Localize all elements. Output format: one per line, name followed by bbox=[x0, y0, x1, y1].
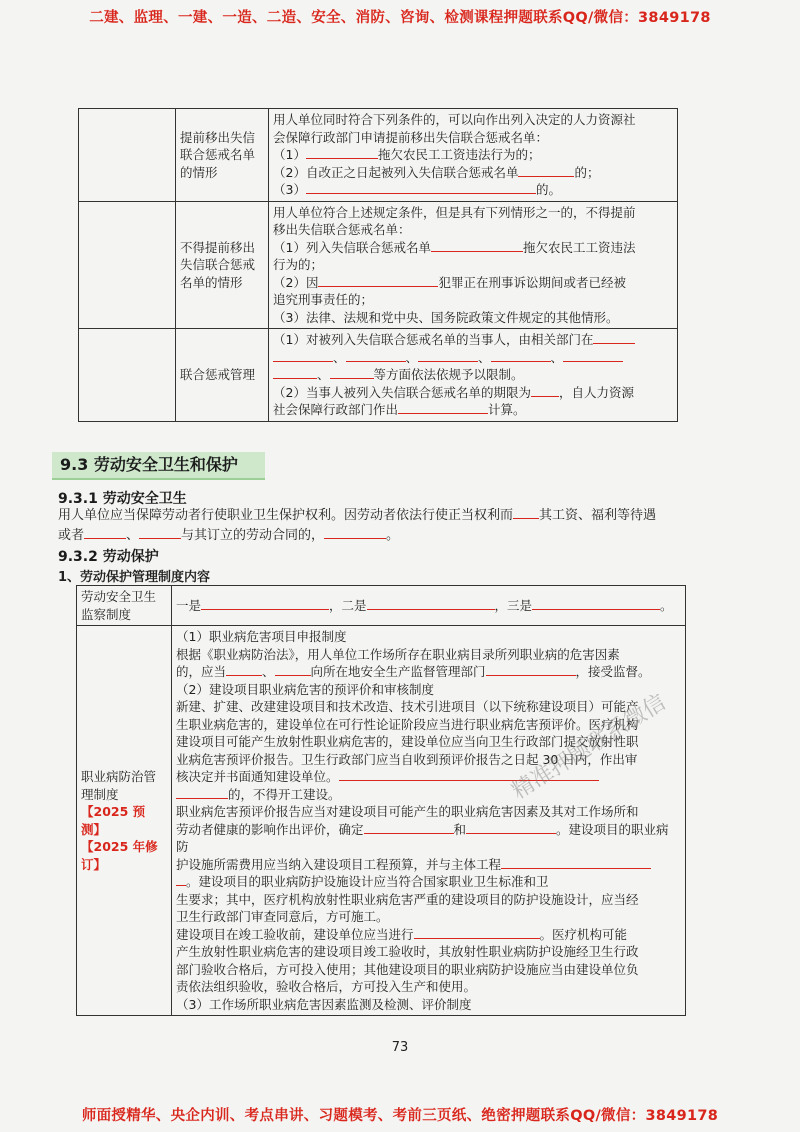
blank-underline[interactable] bbox=[593, 331, 635, 344]
text-line: 业病危害预评价报告。卫生行政部门应当自收到预评价报告之日起 30 日内，作出审 bbox=[176, 751, 638, 767]
row-content: 一是 ，二是 ，三是 。 bbox=[172, 586, 686, 626]
row-label bbox=[77, 626, 172, 1016]
text-line: （3）法律、法规和党中央、国务院政策文件规定的其他情形。 bbox=[273, 309, 619, 325]
blank-underline[interactable] bbox=[466, 821, 556, 834]
text-line: 用人单位同时符合下列条件的，可以向作出列入决定的人力资源社 bbox=[273, 112, 636, 127]
text-line: 的，应当 、 向所在地安全生产监督管理部门 ，接受监督。 bbox=[176, 664, 651, 679]
blank-underline[interactable] bbox=[201, 597, 329, 610]
blank-underline[interactable] bbox=[306, 146, 378, 159]
labor-protection-table bbox=[76, 585, 686, 1016]
blank-underline[interactable] bbox=[318, 274, 438, 287]
text-line: 建设项目可能产生放射性职业病危害的，建设单位应当向卫生行政部门提交放射性职 bbox=[176, 734, 639, 749]
blank-underline[interactable] bbox=[486, 663, 576, 676]
blank-underline[interactable] bbox=[531, 384, 559, 397]
row-content bbox=[269, 329, 678, 422]
text-line: （1） 拖欠农民工工资违法行为的； bbox=[273, 147, 541, 162]
text-line: （2）建设项目职业病危害的预评价和审核制度 bbox=[176, 681, 434, 697]
text-line: 的，不得开工建设。 bbox=[176, 786, 681, 804]
top-banner: 二建、监理、一建、一造、二造、安全、消防、咨询、检测课程押题联系QQ/微信：3849178 bbox=[89, 10, 711, 26]
text-line: 行为的； bbox=[273, 257, 324, 272]
text-line: 根据《职业病防治法》，用人单位工作场所存在职业病目录所列职业病的危害因素 bbox=[176, 646, 620, 662]
blank-underline[interactable] bbox=[226, 663, 262, 676]
forecast-tag: 【2025 预测】 bbox=[81, 804, 146, 837]
text-line: 社会保障行政部门作出 计算。 bbox=[273, 402, 526, 417]
blank-underline[interactable] bbox=[367, 597, 495, 610]
text-line: 核决定并书面通知建设单位。 bbox=[176, 768, 681, 786]
text-line: 、 等方面依法依规予以限制。 bbox=[273, 366, 673, 384]
blank-underline[interactable] bbox=[518, 164, 574, 177]
blank-underline[interactable] bbox=[176, 873, 186, 886]
row-label: 劳动安全卫生监察制度 bbox=[77, 586, 172, 626]
label-text: 职业病防治管理制度 bbox=[81, 769, 157, 802]
blank-underline[interactable] bbox=[275, 663, 311, 676]
text-line: 劳动者健康的影响作出评价，确定 和 。建设项目的职业病防 bbox=[176, 821, 669, 854]
section-heading: 9.3 劳动安全卫生和保护 bbox=[52, 452, 265, 480]
text-line: 会保障行政部门申请提前移出失信联合惩戒名单： bbox=[273, 129, 549, 145]
text-line: （2）因 犯罪正在刑事诉讼期间或者已经被 bbox=[273, 274, 626, 290]
table-row bbox=[77, 626, 686, 1016]
row-label: 不得提前移出失信联合惩戒名单的情形 bbox=[176, 201, 269, 329]
text-line: 护设施所需费用应当纳入建设项目工程预算，并与主体工程 bbox=[176, 856, 681, 874]
text-line: （3）工作场所职业病危害因素监测及检测、评价制度 bbox=[176, 996, 472, 1012]
blank-cell bbox=[79, 201, 176, 329]
blank-cell bbox=[79, 109, 176, 202]
text-line: 、 、 、 、 bbox=[273, 349, 673, 367]
blank-underline[interactable] bbox=[364, 821, 454, 834]
blank-underline[interactable] bbox=[513, 506, 539, 519]
table-row bbox=[77, 586, 686, 626]
blank-underline[interactable] bbox=[324, 526, 386, 539]
blank-underline[interactable] bbox=[563, 349, 623, 362]
text-line: （3） 的。 bbox=[273, 182, 561, 197]
text-line: 用人单位符合上述规定条件，但是具有下列情形之一的，不得提前 bbox=[273, 204, 636, 220]
text-line: （1）对被列入失信联合惩戒名单的当事人，由相关部门在 bbox=[273, 331, 673, 349]
watermark: 精准押题联系微信 bbox=[507, 689, 671, 805]
table-row bbox=[79, 329, 678, 422]
blank-underline[interactable] bbox=[418, 349, 478, 362]
table-row bbox=[79, 109, 678, 202]
text-line: 。建设项目的职业病防护设施设计应当符合国家职业卫生标准和卫 bbox=[176, 873, 681, 891]
text-line: 新建、扩建、改建建设项目和技术改造、技术引进项目（以下统称建设项目）可能产 bbox=[176, 699, 639, 714]
blank-underline[interactable] bbox=[346, 349, 406, 362]
blank-underline[interactable] bbox=[330, 366, 374, 379]
blank-underline[interactable] bbox=[273, 349, 333, 362]
text-line: 部门验收合格后，方可投入使用；其他建设项目的职业病防护设施应当由建设单位负 bbox=[176, 961, 639, 977]
row-content bbox=[269, 201, 678, 329]
blacklist-table bbox=[78, 108, 678, 422]
list-item: 1、劳动保护管理制度内容 bbox=[58, 570, 211, 585]
page-number: 73 bbox=[391, 1040, 409, 1055]
text-line: 生职业病危害的，建设单位在可行性论证阶段应当进行职业病危害预评价。医疗机构 bbox=[176, 716, 639, 732]
text-line: 产生放射性职业病危害的建设项目竣工验收时，其放射性职业病防护设施经卫生行政 bbox=[176, 944, 639, 959]
text-line: 职业病危害预评价报告应当对建设项目可能产生的职业病危害因素及其对工作场所和 bbox=[176, 804, 639, 819]
subsection-heading: 9.3.1 劳动安全卫生 bbox=[58, 491, 187, 507]
text-line: 建设项目在竣工验收前，建设单位应当进行 。医疗机构可能 bbox=[176, 926, 628, 942]
blank-underline[interactable] bbox=[176, 786, 228, 799]
blank-underline[interactable] bbox=[84, 526, 126, 539]
blank-underline[interactable] bbox=[532, 597, 660, 610]
blank-underline[interactable] bbox=[306, 181, 536, 194]
blank-underline[interactable] bbox=[139, 526, 181, 539]
text-line: 卫生行政部门审查同意后，方可施工。 bbox=[176, 909, 389, 924]
text-line: （1）列入失信联合惩戒名单 拖欠农民工工资违法 bbox=[273, 239, 636, 255]
row-content bbox=[172, 626, 686, 1016]
text-line: 移出失信联合惩戒名单： bbox=[273, 222, 411, 237]
text-line: 追究刑事责任的； bbox=[273, 292, 374, 307]
paragraph: 用人单位应当保障劳动者行使职业卫生保护权利。因劳动者依法行使正当权利而 其工资、福利等待遇 或者 、 与其订立的劳动合同的， 。 bbox=[58, 508, 657, 543]
text-line: （1）职业病危害项目申报制度 bbox=[176, 629, 347, 644]
row-label: 联合惩戒管理 bbox=[176, 329, 269, 422]
table-row bbox=[79, 201, 678, 329]
revision-tag: 【2025 年修订】 bbox=[81, 839, 158, 872]
blank-underline[interactable] bbox=[491, 349, 551, 362]
blank-underline[interactable] bbox=[398, 401, 488, 414]
blank-cell bbox=[79, 329, 176, 422]
blank-underline[interactable] bbox=[414, 926, 540, 939]
blank-underline[interactable] bbox=[273, 366, 317, 379]
text-line: 生要求；其中，医疗机构放射性职业病危害严重的建设项目的防护设施设计，应当经 bbox=[176, 891, 639, 907]
text-line: 责依法组织验收，验收合格后，方可投入生产和使用。 bbox=[176, 979, 477, 994]
text-line: （2）当事人被列入失信联合惩戒名单的期限为 ，自人力资源 bbox=[273, 384, 634, 400]
subsection-heading: 9.3.2 劳动保护 bbox=[58, 549, 159, 565]
bottom-banner: 师面授精华、央企内训、考点串讲、习题模考、考前三页纸、绝密押题联系QQ/微信：3849178 bbox=[81, 1108, 719, 1124]
blank-underline[interactable] bbox=[501, 856, 651, 869]
blank-underline[interactable] bbox=[431, 239, 523, 252]
row-label: 提前移出失信联合惩戒名单的情形 bbox=[176, 109, 269, 202]
text-line: （2）自改正之日起被列入失信联合惩戒名单 的； bbox=[273, 164, 600, 180]
row-content bbox=[269, 109, 678, 202]
